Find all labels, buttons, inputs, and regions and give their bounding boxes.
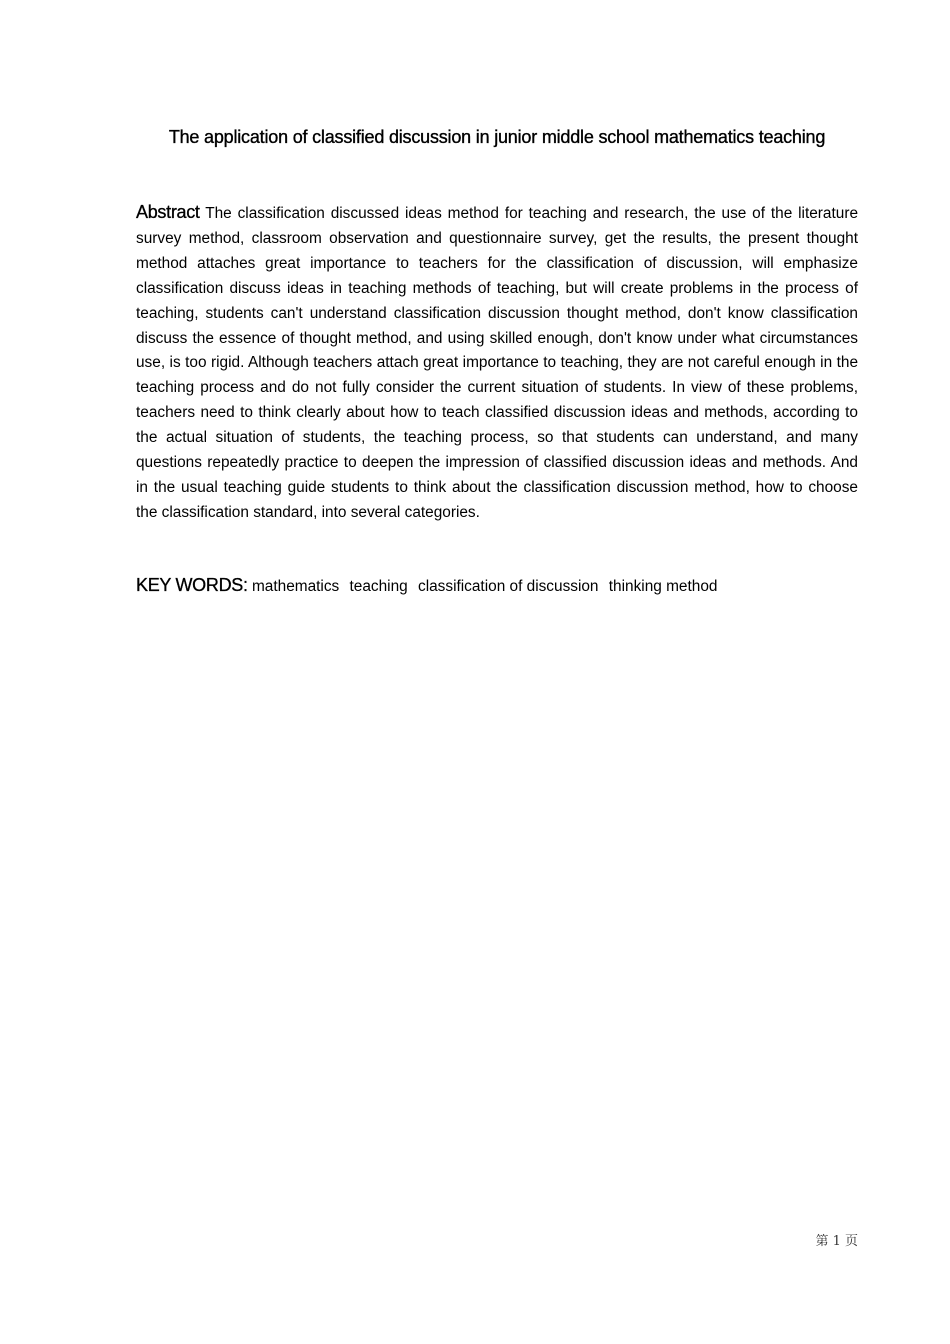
keywords-label: KEY WORDS: bbox=[136, 575, 248, 595]
abstract-section bbox=[136, 200, 858, 526]
keyword-item: teaching bbox=[349, 578, 408, 595]
keyword-item: classification of discussion bbox=[418, 578, 599, 595]
keywords-section bbox=[136, 573, 858, 599]
keyword-item: mathematics bbox=[251, 578, 340, 595]
abstract-label: Abstract bbox=[136, 202, 200, 222]
page-number: 第 1 页 bbox=[815, 1234, 858, 1249]
paper-title: The application of classified discussion in junior middle school mathematics teaching bbox=[168, 127, 826, 147]
abstract-text: The classification discussed ideas method for teaching and research, the use of the literature survey method, classroom observation and questionnaire survey, get the results, the present thought method attaches great importance to teachers for the classification of discussion, will emphasize classification discuss ideas in teaching methods of teaching, but will create problems in the process of teaching, students can't understand classification discussion thought method, don't know classification discuss the essence of thought method, and using skilled enough, don't know under what circumstances use, is too rigid. Although teachers attach great importance to teaching, they are not careful enough in the teaching process and do not fully consider the current situation of students. In view of these problems, teachers need to think clearly about how to teach classified discussion ideas and methods, according to the actual situation of students, the teaching process, so that students can understand, and many questions repeatedly practice to deepen the impression of classified discussion ideas and methods. And in the usual teaching guide students to think about the classification discussion method, how to choose the classification standard, into several categories. bbox=[136, 205, 859, 521]
keyword-item: thinking method bbox=[608, 578, 718, 595]
